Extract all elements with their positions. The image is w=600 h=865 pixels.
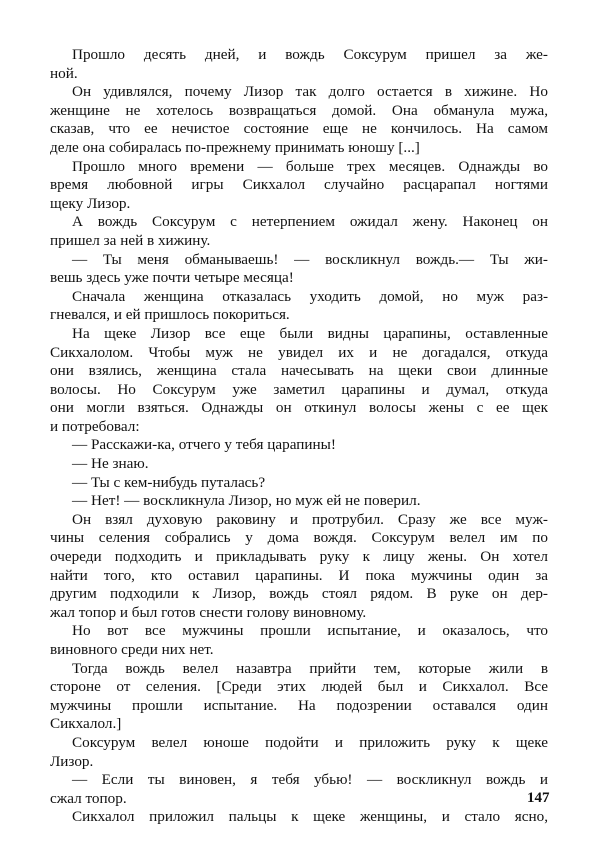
paragraph	[50, 46, 548, 83]
paragraph	[50, 288, 548, 325]
paragraph	[50, 808, 548, 827]
text-line: виновного среди них нет.	[50, 641, 214, 658]
paragraph	[50, 325, 548, 437]
document-page-body	[50, 46, 548, 827]
text-line: гневался, и ей пришлось покориться.	[50, 306, 290, 324]
text-line: жал топор и был готов снести голову виновному.	[50, 603, 367, 621]
paragraph	[50, 213, 548, 250]
text-line: щеку Лизор.	[50, 194, 131, 212]
paragraph	[50, 436, 548, 455]
text-line: вешь здесь уже почти четыре месяца!	[50, 269, 294, 287]
text-line: чины селения собрались у дома вождя. Соксурум велел им по	[50, 529, 548, 547]
text-line: очереди подходить и прикладывать руку к лицу жены. Он хотел	[50, 548, 548, 566]
text-line: волосы. Но Соксурум уже заметил царапины и думал, откуда	[50, 380, 548, 398]
text-line: Сикхалол приложил пальцы к щеке женщины, и стало ясно,	[72, 808, 548, 826]
paragraph	[50, 511, 548, 623]
text-line: деле она собиралась по-прежнему принимать юношу [...]	[50, 138, 420, 156]
text-line: сказав, что ее нечистое состояние еще не кончилось. На самом	[50, 120, 548, 138]
text-line: Сначала женщина отказалась уходить домой, но муж раз-	[72, 287, 548, 305]
text-line: Но вот все мужчины прошли испытание, и оказалось, что	[72, 622, 548, 640]
paragraph	[50, 474, 548, 493]
text-line: Он удивлялся, почему Лизор так долго остается в хижине. Но	[72, 83, 548, 101]
text-line: А вождь Соксурум с нетерпением ожидал жену. Наконец он	[72, 213, 548, 231]
text-line: Сикхалолом. Чтобы муж не увидел их и не догадался, откуда	[50, 343, 548, 361]
paragraph	[50, 455, 548, 474]
text-line: — Если ты виновен, я тебя убью! — воскликнул вождь и	[72, 771, 548, 789]
text-line: Соксурум велел юноше подойти и приложить руку к щеке	[72, 733, 548, 751]
text-line: найти того, кто оставил царапины. И пока мужчины один за	[50, 566, 548, 584]
paragraph	[50, 660, 548, 734]
text-line: мужчины прошли испытание. На подозрении оставался один	[50, 696, 548, 714]
text-line: они взялись, женщина стала начесывать на щеки свои длинные	[50, 362, 548, 380]
text-line: — Нет! — воскликнула Лизор, но муж ей не поверил.	[72, 492, 421, 510]
text-line: и потребовал:	[50, 417, 140, 435]
text-line: Прошло десять дней, и вождь Соксурум пришел за же-	[72, 46, 548, 63]
text-line: — Расскажи-ка, отчего у тебя царапины!	[72, 436, 336, 454]
text-line: они могли взяться. Однажды он откинул волосы жены с ее щек	[50, 399, 548, 417]
text-line: ной.	[50, 64, 78, 82]
text-line: стороне от селения. [Среди этих людей был и Сикхалол. Все	[50, 678, 548, 696]
text-line: другим подходили к Лизор, вождь стоял рядом. В руке он дер-	[50, 585, 548, 603]
text-line: Прошло много времени — больше трех месяцев. Однажды во	[72, 157, 548, 175]
paragraph	[50, 734, 548, 771]
text-line: женщине не хотелось возвращаться домой. Она обманула мужа,	[50, 101, 548, 119]
text-line: Он взял духовую раковину и протрубил. Сразу же все муж-	[72, 510, 548, 528]
paragraph	[50, 622, 548, 659]
text-line: время любовной игры Сикхалол случайно расцарапал ногтями	[50, 176, 548, 194]
page-number: 147	[527, 790, 550, 806]
text-line: На щеке Лизор все еще были видны царапины, оставленные	[72, 324, 548, 342]
paragraph	[50, 83, 548, 157]
paragraph	[50, 771, 548, 808]
text-line: Сикхалол.]	[50, 715, 122, 733]
text-line: пришел за ней в хижину.	[50, 231, 211, 249]
text-line: Лизор.	[50, 752, 94, 770]
text-line: — Ты с кем-нибудь путалась?	[72, 473, 266, 491]
paragraph	[50, 251, 548, 288]
text-line: — Не знаю.	[72, 455, 149, 473]
paragraph	[50, 492, 548, 511]
text-line: сжал топор.	[50, 789, 127, 807]
paragraph	[50, 158, 548, 214]
text-line: — Ты меня обманываешь! — воскликнул вождь.— Ты жи-	[72, 250, 548, 268]
text-line: Тогда вождь велел назавтра прийти тем, которые жили в	[72, 659, 548, 677]
